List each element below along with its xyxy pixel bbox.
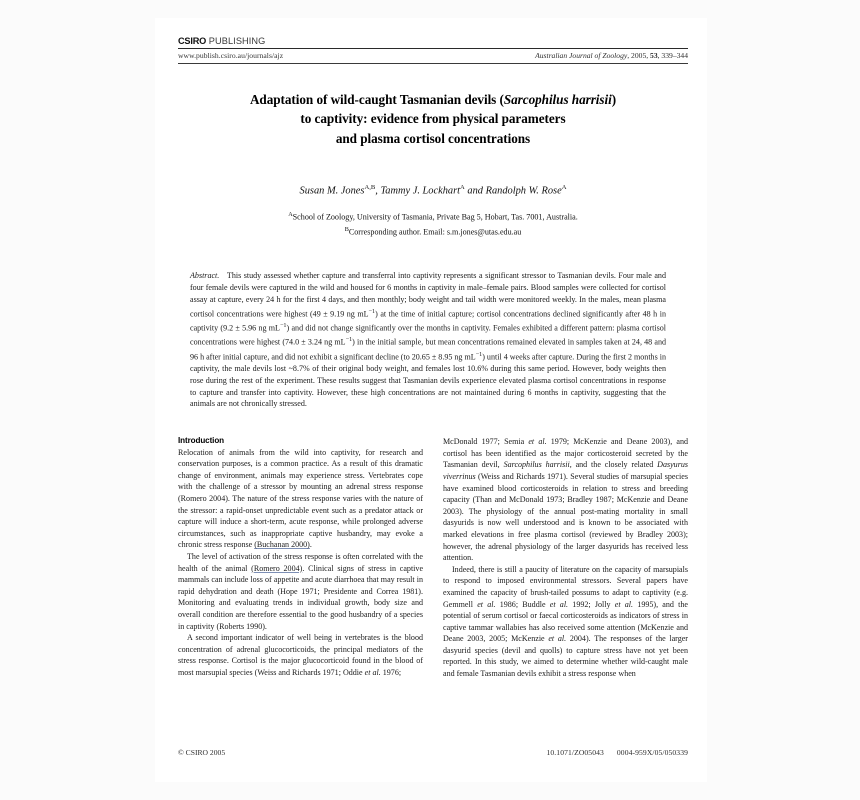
intro-r1-c: , and the closely related [569,460,658,470]
publisher-name-rest: PUBLISHING [206,36,266,46]
issn-text: 0004-959X/05/050339 [616,748,688,757]
body-columns [178,436,688,679]
abstract-label: Abstract. [190,271,220,281]
intro-p3-text: A second important indicator of well being in vertebrates is the blood concentration of adrenal glucocorticoids, the principal mediators of the stress response. Cortisol is the major glucocorticoid found in the blood of most marsupial species (Weiss and Richards 1971; Oddie [178,633,423,677]
abstract-part-2: ) at the time of initial capture; cortisol concentrations declined significantly after 48 h in captivity (9.2 ± 5.96 ng mL [190,309,666,333]
column-right [443,436,688,679]
affil-b-text[interactable]: Corresponding author. Email: s.m.jones@utas.edu.au [348,228,522,238]
copyright-notice: © CSIRO 2005 [178,748,226,757]
page-footer [178,748,688,757]
intro-r2-etal-2: et al. [549,599,569,609]
paper-content [178,36,688,680]
title-species-name: Sarcophilus harrisii [503,91,612,107]
intro-r1-species-1: Sarcophilus harrisii [503,460,570,470]
title-line2: to captivity: evidence from physical parameters [300,111,566,126]
intro-p3-end: 1976; [380,667,402,677]
abstract-sup-4: −1 [475,350,483,358]
affil-a-text: School of Zoology, University of Tasmania, Private Bag 5, Hobart, Tas. 7001, Australia. [292,213,578,223]
intro-paragraph-2 [178,551,423,632]
title-line1-suffix: ) [611,91,617,107]
affil-b-marker: B [344,226,349,234]
section-heading-introduction: Introduction [178,436,225,446]
abstract-part-3: ) and did not change significantly over the months in captivity. Females exhibited a different pattern: plasma cortisol concentrations were highest (74.0 ± 3.24 ng mL [190,323,666,348]
masthead [178,36,688,64]
intro-r2-etal-3: et al. [614,599,634,609]
page-title [178,90,688,149]
publisher-logo [178,36,688,48]
affiliations [178,209,688,239]
journal-year: , 2005, [627,51,651,60]
journal-citation [535,51,688,60]
author-2-affil-marker: A [460,184,465,191]
author-2: Tammy J. Lockhart [380,185,461,197]
masthead-row [178,49,688,63]
intro-paragraph-4 [443,564,688,680]
intro-r1-etal-1: et al. [528,437,547,447]
intro-r2-etal-4: et al. [548,634,567,644]
intro-p1-text: Relocation of animals from the wild into captivity, for research and conservation purposes, is a common practice. As a result of this dramatic change of environment, animals may experience stress. Vertebrates cope with the challenge of a stressor by mounting an adrenal stress response (Romero 2004). The nature of the stress response varies with the nature of the stressor: a rapid-onset unpredictable event such as a predator attack or capture will induce a short-term, acute response, while prolonged adverse circumstances, such as inappropriate captive husbandry, may evoke a chronic stress response [178,447,423,550]
author-3: Randolph W. Rose [485,185,562,197]
citation-link-romero-2004[interactable]: (Romero 2004) [251,563,303,573]
intro-r1-a: McDonald 1977; Semia [443,437,529,447]
intro-r1-b: 1979; McKenzie and Deane 2003), and cortisol has been identified as the major corticosteroid secreted by the Tasmanian devil, [443,437,689,470]
intro-p2-end: . Clinical signs of stress in captive mammals can include loss of appetite and acute diarrhoea that may result in rapid dehydration and death (Hope 1971; Presidente and Correa 1981). Monitoring and evaluating trends in individual growth, body size and overall condition are therefore essential to the good husbandry of a species in captivity (Roberts 1990). [178,563,424,631]
intro-r1-species-2: Dasyurus viverrinus [443,460,688,481]
masthead-rule-bottom [178,63,688,64]
intro-p3-etal: et al. [364,667,381,677]
intro-r1-d: (Weiss and Richards 1971). Several studies of marsupial species have examined blood corticosteroids in relation to stress and breeding capacity (Than and McDonald 1973; Bradley 1987; McKenzie and Deane 2003). The physiology of the annual post-mating mortality in small dasyurids is now well understood and is known to be associated with marked elevations in free plasma cortisol (reviewed by Bradley 2003); however, the adrenal physiology of the larger dasyurids has received less attention. [443,471,688,563]
author-1: Susan M. Jones [299,185,365,197]
column-left [178,436,423,679]
affil-a-marker: A [288,211,293,219]
intro-paragraph-3 [178,632,423,678]
abstract-sup-3: −1 [345,336,353,344]
intro-r2-d: 1995), and the potential of serum cortisol or faecal corticosteroids as indicators of stress in captive tammar wallabies has also received some attention (McKenzie and Deane 2003, 2005; McKenzie [443,599,688,644]
abstract-sup-2: −1 [279,321,287,329]
abstract-part-5: ) until 4 weeks after capture. During the first 2 months in captivity, the male devils lost ~8.7% of their original body weight, and females lost 10.6% during this same period. However, body weights then rose during the rest of the experiment. These results suggest that Tasmanian devils experience elevated plasma cortisol concentrations in response to capture and transfer into captivity. However, these high concentrations are not maintained during 6 months in captivity, suggesting that the animals are not chronically stressed. [190,352,666,409]
intro-r2-e: 2004). The responses of the larger dasyurid species (devil and quolls) to capture stress have not yet been reported. In this study, we aimed to determine whether wild-caught male and female Tasmanian devils exhibit a stress response when [443,634,688,679]
intro-r2-b: 1986; Buddle [495,599,550,609]
journal-title: Australian Journal of Zoology [535,51,628,60]
abstract-part-1: This study assessed whether capture and transferral into captivity represents a significant stressor to Tasmanian devils. Four male and four female devils were captured in the wild and housed for 6 months in captivity in male–female pairs. Blood samples were collected for cortisol assay at capture, every 24 h for the first 4 days, and then monthly; body weight and tail width were monitored weekly. In the males, mean plasma cortisol concentrations were highest (49 ± 9.19 ng mL [190,271,666,319]
abstract-sup-1: −1 [368,307,376,315]
abstract-part-4: ) in the initial sample, but mean concentrations remained elevated in samples taken at 24, 48 and 96 h after initial capture, and did not exhibit a significant decline (to 20.65 ± 8.95 ng mL [190,338,666,362]
author-3-affil-marker: A [561,184,567,191]
author-list [178,184,688,196]
intro-p2-text: The level of activation of the stress response is often correlated with the health of the animal [178,552,423,573]
author-separator-2: and [464,185,486,197]
title-line1-prefix: Adaptation of wild-caught Tasmanian devils ( [249,91,504,107]
citation-link-buchanan-2000[interactable]: (Buchanan 2000) [254,540,310,550]
footer-identifiers [547,748,689,757]
author-1-affil-marker: A,B [364,184,376,191]
journal-pages: , 339–344 [657,51,688,60]
intro-p1-end: . [309,540,312,550]
journal-volume: 53 [650,51,658,60]
intro-paragraph-1 [178,447,423,551]
publisher-url[interactable]: www.publish.csiro.au/journals/ajz [178,51,284,60]
publisher-name-bold: CSIRO [178,36,207,46]
intro-paragraph-3-cont [443,436,688,564]
intro-r2-a: Indeed, there is still a paucity of literature on the capacity of marsupials to respond to imposed environmental stressors. Several papers have examined the capacity of brush-tailed possums to adapt to captivity (e.g. Gemmell [443,564,688,609]
intro-r2-c: 1992; Jolly [568,599,615,609]
intro-r2-etal-1: et al. [477,599,496,609]
title-line3: and plasma cortisol concentrations [335,130,531,146]
abstract [190,270,666,410]
author-separator-1: , [375,185,381,197]
doi-text: 10.1071/ZO05043 [546,748,604,757]
